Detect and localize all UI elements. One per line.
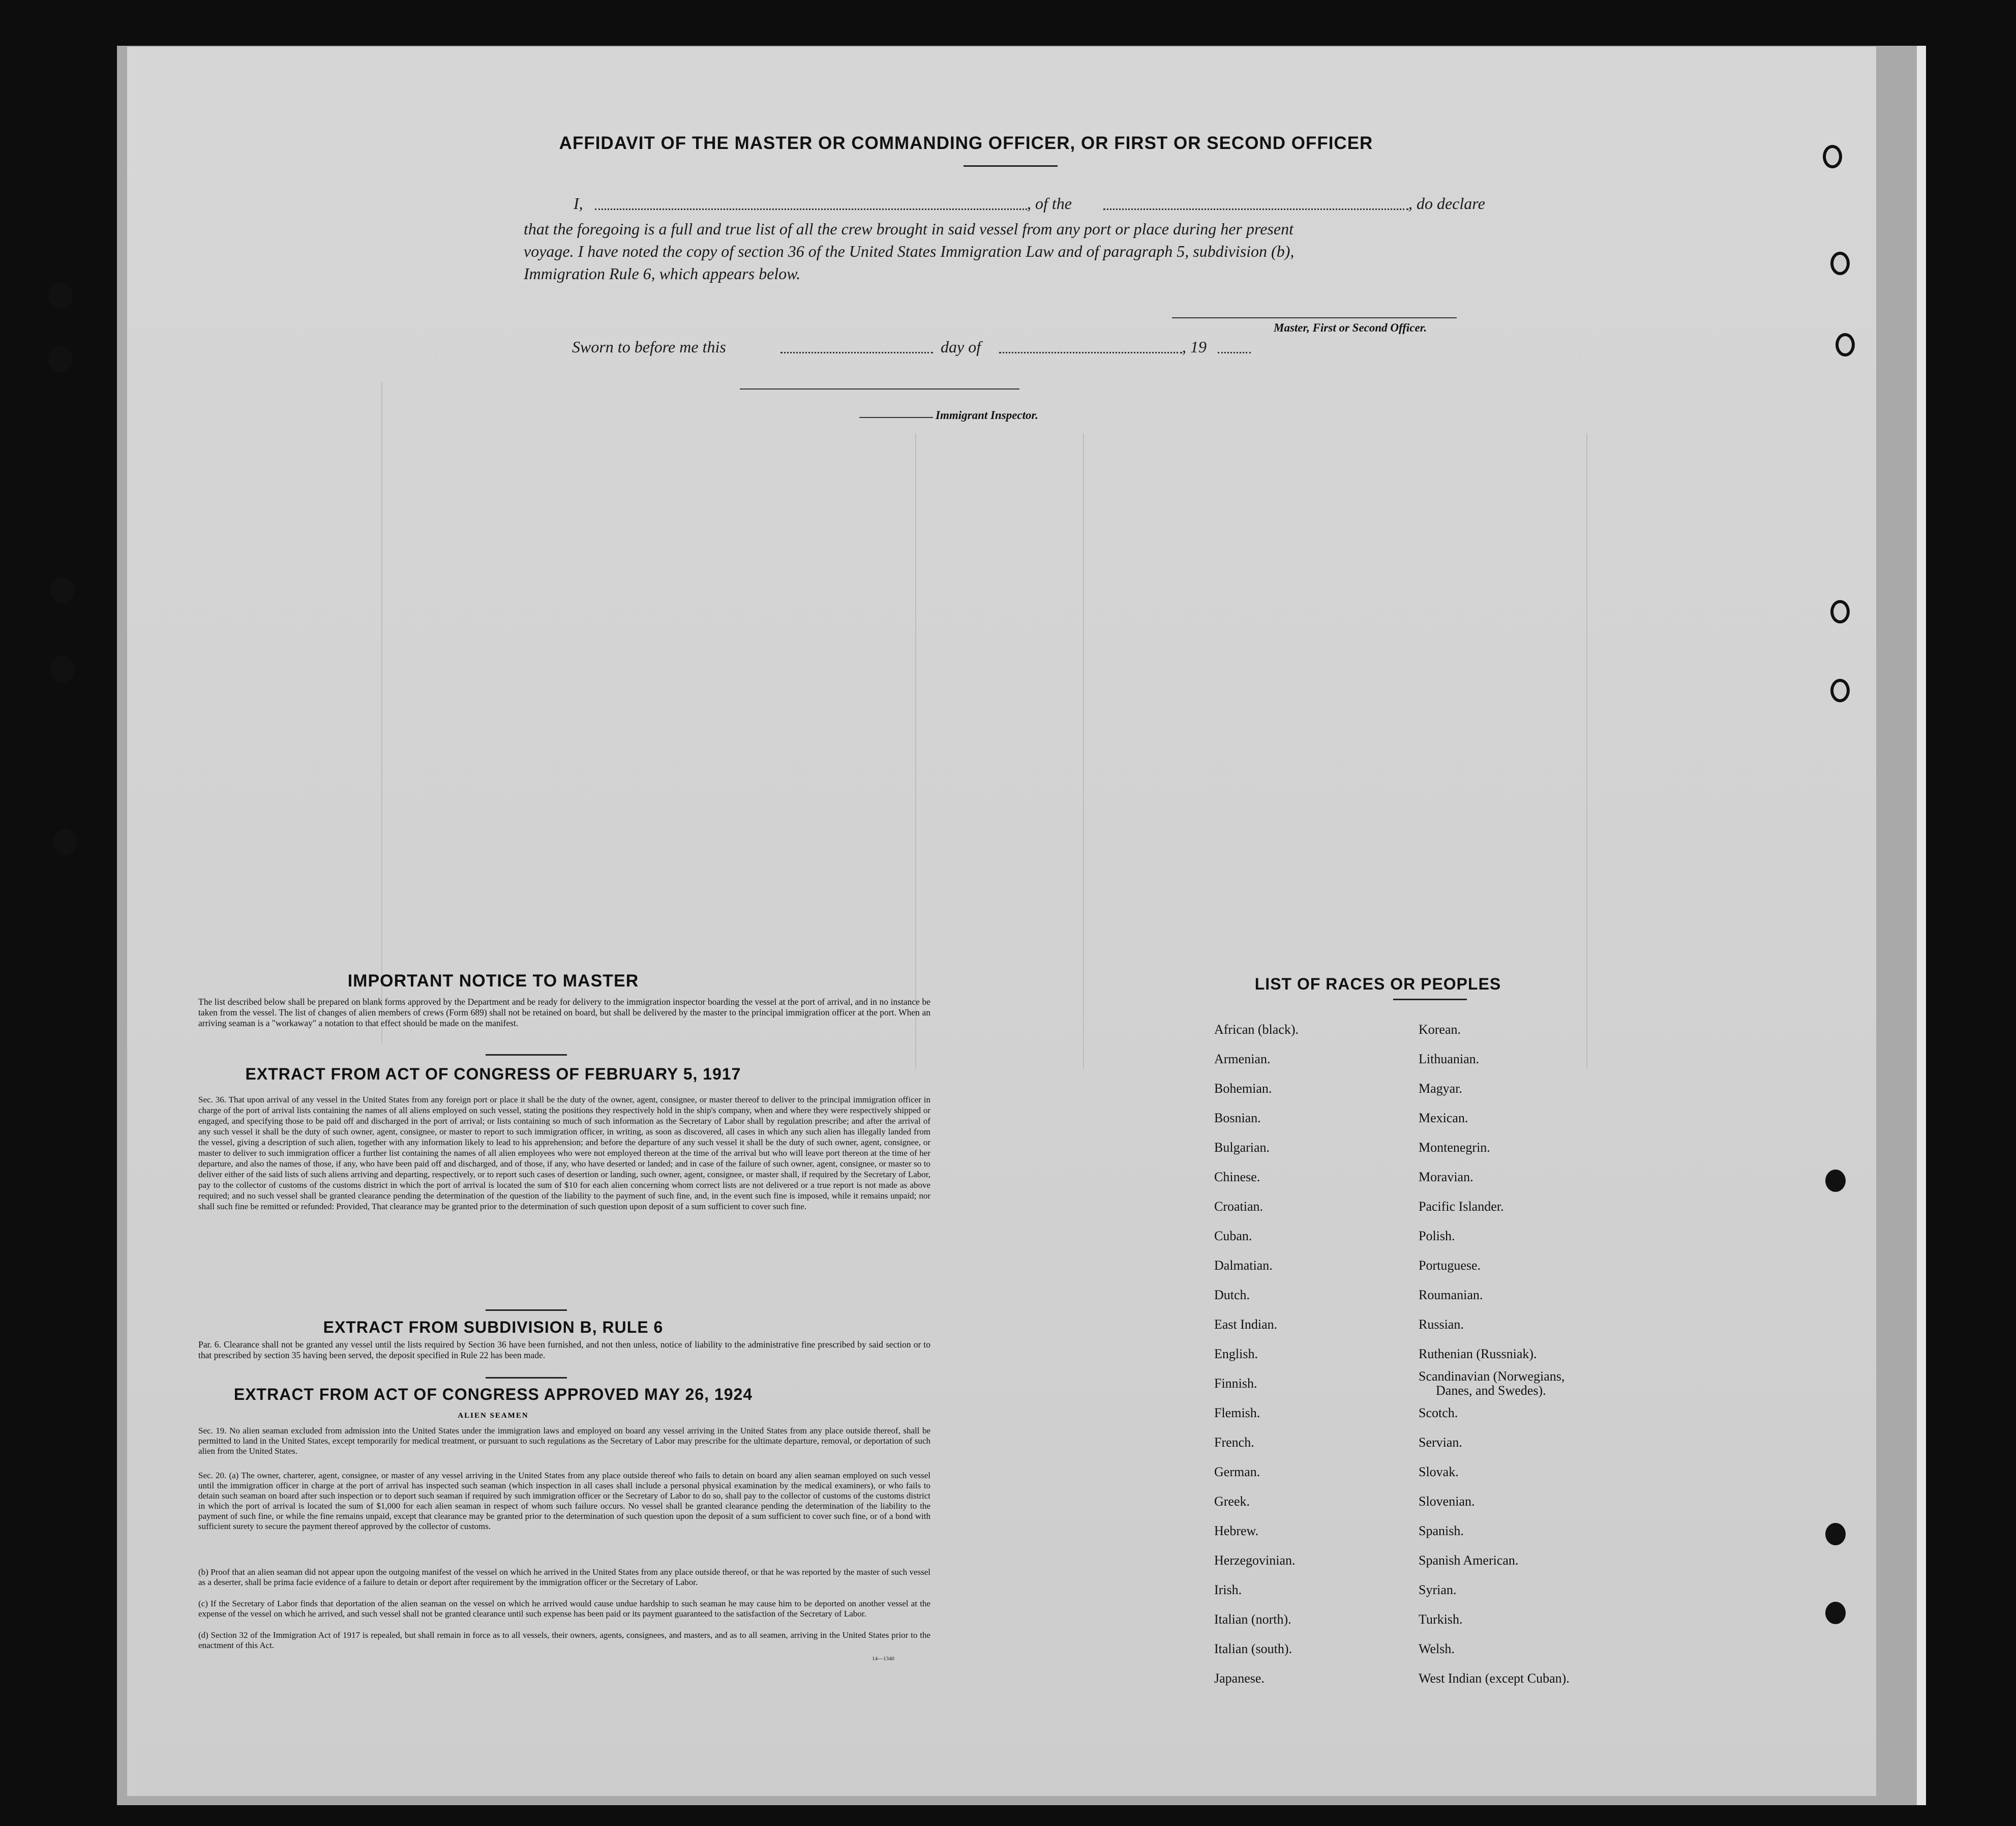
affidavit-declare-label: , do declare bbox=[1408, 194, 1485, 213]
affidavit-title-rule bbox=[964, 165, 1058, 167]
race-left-item: Armenian. bbox=[1214, 1052, 1271, 1066]
races-title-rule bbox=[1393, 999, 1467, 1000]
race-left-item: Bosnian. bbox=[1214, 1111, 1261, 1125]
race-right-item: Magyar. bbox=[1419, 1081, 1462, 1096]
notice-body: The list described below shall be prepared on blank forms approved by the Department and be ready for delivery to the immigration inspector boarding the vessel at the port of arrival, and in no instance be taken from the vessel. The list of changes of alien members of crews (Form 689) shall not be retained on board, but shall be delivered by the master to the principal immigration officer at the port. When an arriving seaman is a "workaway" a notation to that effect should be made on the manifest. bbox=[198, 997, 930, 1028]
race-left-item: Bulgarian. bbox=[1214, 1140, 1270, 1155]
act1924-sec19: Sec. 19. No alien seaman excluded from admission into the United States under the immigration laws and employed on board any vessel arriving in the United States from any place outside thereof, shall be permitted to land in the United States, except temporarily for medical treatment, or pursuant to such regulations as the Secretary of Labor may prescribe for the ultimate departure, removal, or deportation of such alien from the United States. bbox=[198, 1426, 930, 1456]
act1924-sec20d: (d) Section 32 of the Immigration Act of 1917 is repealed, but shall remain in force as to all vessels, their owners, agents, consignees, and masters, and as to all seamen, arriving in the United States prior to the enactment of this Act. bbox=[198, 1630, 930, 1650]
act1917-title: EXTRACT FROM ACT OF CONGRESS OF FEBRUARY 5, 1917 bbox=[245, 1065, 741, 1083]
punch-hole bbox=[53, 829, 77, 855]
race-left-item: Italian (south). bbox=[1214, 1641, 1292, 1656]
bleed-through-rule-4 bbox=[1586, 433, 1587, 1069]
race-right-item: Russian. bbox=[1419, 1317, 1464, 1332]
act1924-title: EXTRACT FROM ACT OF CONGRESS APPROVED MAY 26, 1924 bbox=[233, 1385, 753, 1403]
race-right-item: Mexican. bbox=[1419, 1111, 1468, 1125]
punch-hole bbox=[1830, 252, 1850, 275]
inspector-signature-label: Immigrant Inspector. bbox=[936, 409, 1038, 422]
affidavit-i-label: I, bbox=[574, 194, 583, 213]
race-left-item: Cuban. bbox=[1214, 1229, 1252, 1243]
punch-hole bbox=[1823, 145, 1842, 168]
inspector-signature-line-2 bbox=[859, 417, 933, 418]
sworn-day-field bbox=[780, 352, 933, 353]
punch-hole bbox=[1825, 1523, 1846, 1545]
notice-title: IMPORTANT NOTICE TO MASTER bbox=[347, 971, 639, 991]
year-label: , 19 bbox=[1182, 338, 1207, 356]
punch-hole bbox=[51, 656, 74, 682]
act1924-top-rule bbox=[486, 1377, 567, 1379]
race-right-item: Scandinavian (Norwegians, bbox=[1419, 1369, 1565, 1384]
punch-hole bbox=[51, 577, 74, 604]
race-left-item: East Indian. bbox=[1214, 1317, 1278, 1332]
race-left-item: Dalmatian. bbox=[1214, 1258, 1273, 1273]
act1924-subtitle: ALIEN SEAMEN bbox=[458, 1412, 529, 1420]
race-right-item: Pacific Islander. bbox=[1419, 1199, 1504, 1214]
race-right-item: Polish. bbox=[1419, 1229, 1455, 1243]
punch-hole bbox=[1830, 679, 1850, 702]
race-left-item: Flemish. bbox=[1214, 1405, 1260, 1420]
race-left-item: Greek. bbox=[1214, 1494, 1250, 1509]
punch-hole bbox=[1836, 333, 1855, 356]
act1924-sec20a: Sec. 20. (a) The owner, charterer, agent, consignee, or master of any vessel arriving in the United States from any place outside thereof who fails to detain on board any alien seaman employed on such vessel until the immigration officer in charge at the port of arrival has inspected such seaman (which inspection in all cases shall include a personal physical examination by the medical examiners), or who fails to detain such seaman on board after such inspection or to deport such seaman if required by such immigration officer or the Secretary of Labor to do so, shall pay to the collector of customs of the customs district in which the port of arrival is located the sum of $1,000 for each alien seaman in respect of whom such failure occurs. No vessel shall be granted clearance pending the determination of the liability to the payment of such fine, or while the fine remains unpaid, except that clearance may be granted prior to the determination of such question upon the deposit of a sum sufficient to cover such fine, or of a bond with sufficient surety to secure the payment thereof approved by the collector of customs. bbox=[198, 1471, 930, 1531]
races-title: LIST OF RACES OR PEOPLES bbox=[1254, 975, 1501, 993]
affidavit-line-4: Immigration Rule 6, which appears below. bbox=[524, 264, 801, 283]
affidavit-line-3: voyage. I have noted the copy of section 36 of the United States Immigration Law and of paragraph 5, subdivision (b), bbox=[524, 242, 1295, 260]
bleed-through-column-1 bbox=[325, 382, 330, 1043]
affidavit-vessel-field bbox=[1103, 208, 1408, 210]
race-left-item: Finnish. bbox=[1214, 1376, 1257, 1391]
bleed-through-rule-1 bbox=[381, 382, 382, 1043]
punch-hole bbox=[48, 282, 73, 309]
race-left-item: African (black). bbox=[1214, 1022, 1299, 1037]
race-left-item: Herzegovinian. bbox=[1214, 1553, 1296, 1568]
race-right-item: Roumanian. bbox=[1419, 1288, 1483, 1302]
race-right-item: Spanish. bbox=[1419, 1523, 1464, 1538]
master-signature-line bbox=[1172, 317, 1457, 318]
document-page bbox=[127, 47, 1876, 1796]
race-right-item: Spanish American. bbox=[1419, 1553, 1519, 1568]
race-left-item: Bohemian. bbox=[1214, 1081, 1272, 1096]
affidavit-line-2: that the foregoing is a full and true list of all the crew brought in said vessel from any port or place during her present bbox=[524, 220, 1293, 238]
race-right-item: Korean. bbox=[1419, 1022, 1461, 1037]
inspector-signature-line-1 bbox=[740, 388, 1019, 390]
race-right-item: Syrian. bbox=[1419, 1582, 1457, 1597]
punch-hole bbox=[1825, 1170, 1846, 1192]
race-left-item: Chinese. bbox=[1214, 1170, 1260, 1184]
race-right-item: Slovenian. bbox=[1419, 1494, 1475, 1509]
race-right-item: Scotch. bbox=[1419, 1405, 1458, 1420]
form-number: 14—1340 bbox=[872, 1656, 894, 1662]
race-left-item: Hebrew. bbox=[1214, 1523, 1259, 1538]
race-left-item: German. bbox=[1214, 1464, 1260, 1479]
race-left-item: French. bbox=[1214, 1435, 1254, 1450]
act1917-top-rule bbox=[486, 1054, 567, 1056]
race-left-item: Italian (north). bbox=[1214, 1612, 1291, 1627]
race-left-item: Irish. bbox=[1214, 1582, 1242, 1597]
race-left-item: Dutch. bbox=[1214, 1288, 1250, 1302]
act1917-body: Sec. 36. That upon arrival of any vessel in the United States from any foreign port or place it shall be the duty of the owner, agent, consignee, or master thereof to deliver to the principal immigration officer in charge of the port of arrival lists containing the names of all aliens employed on such vessel, stating the positions they respectively hold in the ship's company, when and where they were respectively shipped or engaged, and specifying those to be paid off and discharged in the port of arrival; or lists containing so much of such information as the Secretary of Labor shall by regulation prescribe; and after the arrival of any such vessel it shall be the duty of such owner, agent, consignee, or master to report to such immigration officer, in writing, as soon as discovered, all cases in which any such alien has illegally landed from the vessel, giving a description of such alien, together with any information likely to lead to his apprehension; and before the departure of any such vessel it shall be the duty of such owner, agent, consignee, or master to deliver to such immigration officer a further list containing the names of all alien employees who were not employed thereon at the time of the arrival but who will leave port thereon at the time of her departure, and also the names of those, if any, who have been paid off and discharged, and of those, if any, who have deserted or landed; and in case of the failure of such owner, agent, consignee, or master so to deliver either of the said lists of such aliens arriving and departing, respectively, or to report such cases of desertion or landing, such owner, agent, consignee, or master shall, if required by the Secretary of Labor, pay to the collector of customs of the customs district in which the port of arrival is located the sum of $10 for each alien concerning whom correct lists are not delivered or a true report is not made as above required; and no such vessel shall be granted clearance pending the determination of the question of the liability to the payment of such fine, and, in the event such fine is imposed, while it remains unpaid; nor shall such fine be remitted or refunded: Provided, That clearance may be granted prior to the determination of such question upon deposit of a sum sufficient to cover such fine. bbox=[198, 1095, 930, 1211]
rule6-body: Par. 6. Clearance shall not be granted any vessel until the lists required by Section 36 have been furnished, and not then unless, notice of liability to the administrative fine prescribed by said section or to that prescribed by section 35 having been served, the deposit specified in Rule 22 has been made. bbox=[198, 1339, 930, 1360]
race-right-item: Welsh. bbox=[1419, 1641, 1455, 1656]
sworn-year-field bbox=[1218, 352, 1251, 353]
punch-hole bbox=[1825, 1602, 1846, 1624]
race-right-item: Ruthenian (Russniak). bbox=[1419, 1346, 1537, 1361]
affidavit-name-field bbox=[595, 208, 1027, 210]
race-right-item: Lithuanian. bbox=[1419, 1052, 1480, 1066]
bleed-through-rule-3 bbox=[1083, 433, 1084, 1069]
act1924-sec20b: (b) Proof that an alien seaman did not appear upon the outgoing manifest of the vessel on which he arrived in the United States from any place outside thereof, or that he was reported by the master of such vessel as a deserter, shall be prima facie evidence of a failure to detain or deport after requirement by the immigration officer or the Secretary of Labor. bbox=[198, 1567, 930, 1587]
race-right-item: Slovak. bbox=[1419, 1464, 1459, 1479]
race-right-item: Servian. bbox=[1419, 1435, 1462, 1450]
affidavit-title: AFFIDAVIT OF THE MASTER OR COMMANDING OFFICER, OR FIRST OR SECOND OFFICER bbox=[559, 133, 1373, 153]
race-right-item: Moravian. bbox=[1419, 1170, 1473, 1184]
race-left-item: Croatian. bbox=[1214, 1199, 1263, 1214]
affidavit-of-label: , of the bbox=[1027, 194, 1072, 213]
rule6-top-rule bbox=[486, 1309, 567, 1311]
rule6-title: EXTRACT FROM SUBDIVISION B, RULE 6 bbox=[323, 1318, 664, 1336]
master-signature-label: Master, First or Second Officer. bbox=[1274, 321, 1427, 334]
sworn-month-field bbox=[999, 352, 1182, 353]
race-right-item: Turkish. bbox=[1419, 1612, 1463, 1627]
sworn-label: Sworn to before me this bbox=[572, 338, 726, 356]
race-right-item: Portuguese. bbox=[1419, 1258, 1481, 1273]
punch-hole bbox=[1830, 600, 1850, 623]
bleed-through-rule-2 bbox=[915, 433, 916, 1069]
race-right-item: Danes, and Swedes). bbox=[1436, 1383, 1546, 1398]
race-right-item: West Indian (except Cuban). bbox=[1419, 1671, 1570, 1686]
day-of-label: day of bbox=[941, 338, 981, 356]
race-left-item: English. bbox=[1214, 1346, 1258, 1361]
punch-hole bbox=[48, 346, 73, 372]
race-right-item: Montenegrin. bbox=[1419, 1140, 1490, 1155]
race-left-item: Japanese. bbox=[1214, 1671, 1265, 1686]
act1924-sec20c: (c) If the Secretary of Labor finds that deportation of the alien seaman on the vessel on which he arrived would cause undue hardship to such seaman he may cause him to be deported on another vessel at the expense of the vessel on which he arrived, and such vessel shall not be granted clearance until such expense has been paid or its payment guaranteed to the satisfaction of the Secretary of Labor. bbox=[198, 1599, 930, 1619]
